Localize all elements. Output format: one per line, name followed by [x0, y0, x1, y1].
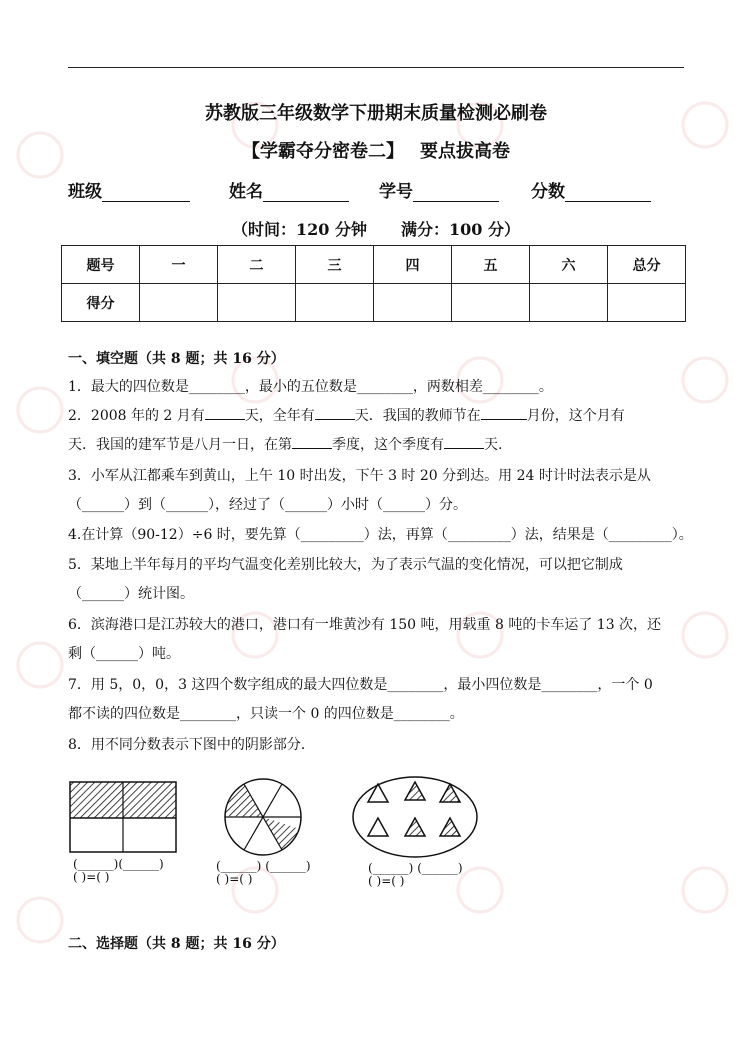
shaded-rectangle-figure: [68, 780, 178, 855]
denominator: ( ): [96, 870, 110, 884]
question-7-line1: 7．用 5，0，0，3 这四个数字组成的最大四位数是________，最小四位数是________，一个 0: [68, 677, 653, 693]
equals-sign: =: [381, 874, 392, 888]
name-blank[interactable]: [263, 183, 349, 202]
fraction-answer-1[interactable]: [73, 858, 164, 884]
score-input-cell[interactable]: [140, 284, 218, 322]
question-6-line2: 剩（______）吨。: [68, 646, 180, 662]
score-label: 分数: [531, 182, 565, 202]
name-field: [229, 177, 349, 202]
shaded-triangles-figure: [350, 774, 480, 860]
q2-text: 月份，这个月有: [526, 408, 625, 424]
score-table-cell: 六: [530, 246, 608, 284]
equals-sign: =: [86, 870, 97, 884]
class-field: [68, 177, 190, 202]
question-6-line1: 6．滨海港口是江苏较大的港口，港口有一堆黄沙有 150 吨，用载重 8 吨的卡车运了 13 次，还: [68, 617, 662, 633]
q2-blank[interactable]: [205, 405, 245, 420]
score-field: [531, 177, 651, 202]
score-table-cell: 二: [218, 246, 296, 284]
student-info: [68, 177, 688, 201]
score-input-cell[interactable]: [374, 284, 452, 322]
question-1: 1．最大的四位数是________，最小的五位数是________，两数相差________。: [68, 379, 553, 395]
page-subtitle: [0, 137, 752, 163]
denominator: ( ): [216, 872, 230, 886]
question-4: 4.在计算（90-12）÷6 时，要先算（_________）法，再算（_________）法，结果是（_________）。: [68, 527, 693, 543]
score-table-cell: 四: [374, 246, 452, 284]
question-2-line2: [68, 434, 688, 456]
denominator: ( ): [73, 870, 87, 884]
fraction-answer-3[interactable]: [368, 862, 463, 888]
score-table-cell: 总分: [608, 246, 686, 284]
score-input-cell[interactable]: [218, 284, 296, 322]
score-table-header-row: [62, 246, 686, 284]
score-blank[interactable]: [565, 183, 651, 202]
q2-text: 天.: [484, 437, 503, 453]
question-5-line1: 5．某地上半年每月的平均气温变化差别比较大，为了表示气温的变化情况，可以把它制成: [68, 557, 623, 573]
fraction-answer-2[interactable]: [216, 860, 311, 886]
q2-blank[interactable]: [481, 405, 527, 420]
numerator: (______): [265, 859, 311, 873]
score-table-cell: 一: [140, 246, 218, 284]
number-label: 学号: [379, 182, 413, 202]
class-label: 班级: [68, 182, 102, 202]
equals-sign: =: [229, 872, 240, 886]
numerator: (______): [118, 857, 164, 871]
score-table-cell: 三: [296, 246, 374, 284]
q2-text: 天，全年有: [244, 408, 315, 424]
numerator: (______): [417, 861, 463, 875]
score-input-cell[interactable]: [608, 284, 686, 322]
subtitle-right: 要点拔高卷: [420, 141, 510, 162]
q2-blank[interactable]: [444, 434, 484, 449]
header-rule: [68, 67, 684, 68]
score-row-label: 得分: [62, 284, 140, 322]
numerator: (______): [73, 857, 119, 871]
denominator: ( ): [368, 874, 382, 888]
exam-meta: [0, 217, 752, 240]
numerator: (______): [216, 859, 262, 873]
score-table-cell: 题号: [62, 246, 140, 284]
question-3-line2: （______）到（______），经过了（______）小时（______）分。: [68, 497, 467, 513]
q2-text: 天．我国的教师节在: [354, 408, 481, 424]
q2-blank[interactable]: [292, 434, 332, 449]
class-blank[interactable]: [102, 183, 190, 202]
score-table-score-row: [62, 284, 686, 322]
denominator: ( ): [239, 872, 253, 886]
name-label: 姓名: [229, 182, 263, 202]
q2-text: 季度，这个季度有: [332, 437, 444, 453]
number-blank[interactable]: [413, 183, 499, 202]
q2-text: 天．我国的建军节是八月一日，在第: [68, 437, 292, 453]
time-limit: （时间：120 分钟: [232, 220, 367, 239]
question-3-line1: 3．小军从江都乘车到黄山，上午 10 时出发，下午 3 时 20 分到达。用 24 时计时法表示是从: [68, 468, 651, 484]
score-table: [61, 245, 686, 322]
q2-text: 2．2008 年的 2 月有: [68, 408, 205, 424]
score-input-cell[interactable]: [296, 284, 374, 322]
section1-heading: 一、填空题（共 8 题；共 16 分）: [68, 351, 285, 367]
q2-blank[interactable]: [315, 405, 355, 420]
denominator: ( ): [391, 874, 405, 888]
question-2-line1: [68, 405, 688, 427]
question-8: 8．用不同分数表示下图中的阴影部分．: [68, 737, 315, 753]
number-field: [379, 177, 499, 202]
full-score: 满分：100 分）: [401, 220, 520, 239]
score-table-cell: 五: [452, 246, 530, 284]
question-5-line2: （______）统计图。: [68, 586, 194, 602]
page-title: 苏教版三年级数学下册期末质量检测必刷卷: [205, 103, 547, 124]
section2-heading: 二、选择题（共 8 题；共 16 分）: [68, 936, 285, 952]
numerator: (______): [368, 861, 414, 875]
score-input-cell[interactable]: [452, 284, 530, 322]
question-7-line2: 都不读的四位数是________，只读一个 0 的四位数是________。: [68, 706, 464, 722]
shaded-circle-figure: [218, 773, 308, 861]
score-input-cell[interactable]: [530, 284, 608, 322]
subtitle-left: 【学霸夺分密卷二】: [242, 141, 404, 162]
